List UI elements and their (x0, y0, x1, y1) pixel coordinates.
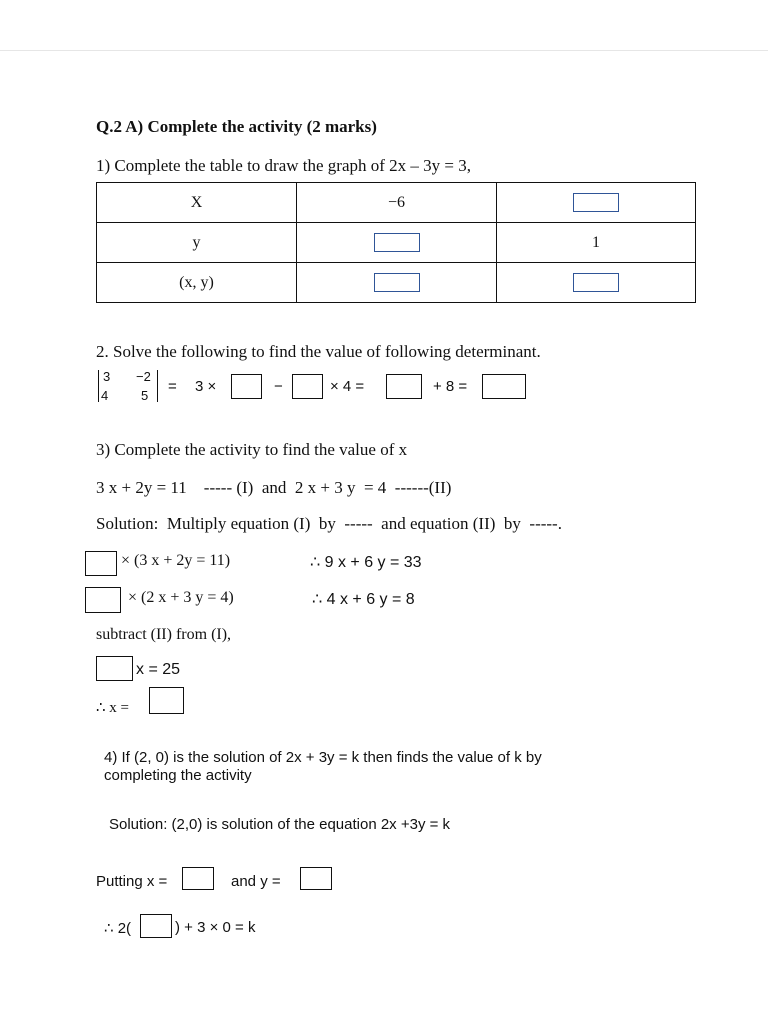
det-minus: − (274, 378, 283, 395)
q3-step1-right: ∴ 9 x + 6 y = 33 (310, 554, 422, 571)
q3-text: 3) Complete the activity to find the value of x (96, 440, 408, 459)
q3-equations: 3 x + 2y = 11 ----- (I) and 2 x + 3 y = 4 ------(II) (96, 478, 452, 497)
determinant-right-bar (157, 370, 158, 402)
q4-and-y: and y = (231, 873, 281, 890)
xy-blank-cell-1 (297, 263, 497, 303)
row-label-y: y (97, 223, 297, 263)
answer-box[interactable] (85, 551, 117, 576)
answer-box[interactable] (140, 914, 172, 938)
answer-box[interactable] (149, 687, 184, 714)
q4-text-line2: completing the activity (104, 767, 252, 784)
table-row (97, 223, 696, 263)
answer-box[interactable] (182, 867, 214, 890)
determinant-left-bar (98, 370, 99, 402)
q3-subtract: subtract (II) from (I), (96, 626, 232, 643)
q4-solution: Solution: (2,0) is solution of the equation 2x +3y = k (109, 816, 451, 833)
answer-box[interactable] (231, 374, 262, 399)
answer-box[interactable] (300, 867, 332, 890)
det-part1: 3 × (195, 378, 217, 395)
xy-blank-cell-2 (497, 263, 696, 303)
matrix-a: 3 (103, 369, 111, 384)
q4-putting-x: Putting x = (96, 873, 168, 890)
q2-text: 2. Solve the following to find the value of following determinant. (96, 342, 541, 361)
table-row (97, 263, 696, 303)
answer-box[interactable] (573, 273, 619, 292)
q1-text: 1) Complete the table to draw the graph of 2x – 3y = 3, (96, 156, 471, 175)
q4-final-suffix: ) + 3 × 0 = k (175, 919, 256, 936)
x-value-cell: −6 (297, 183, 497, 223)
matrix-d: 5 (141, 388, 149, 403)
answer-box[interactable] (482, 374, 526, 399)
q3-step3: x = 25 (136, 661, 181, 678)
q3-step2-left: × (2 x + 3 y = 4) (128, 589, 234, 606)
page-heading: Q.2 A) Complete the activity (2 marks) (96, 117, 377, 136)
answer-box[interactable] (292, 374, 323, 399)
answer-box[interactable] (96, 656, 133, 681)
answer-box[interactable] (85, 587, 121, 613)
q3-step2-right: ∴ 4 x + 6 y = 8 (312, 591, 415, 608)
x-blank-cell (497, 183, 696, 223)
q3-step4: ∴ x = (96, 700, 130, 716)
q3-solution: Solution: Multiply equation (I) by ----- and equation (II) by -----. (96, 514, 562, 533)
y-value-cell: 1 (497, 223, 696, 263)
answer-box[interactable] (374, 233, 420, 252)
answer-box[interactable] (386, 374, 422, 399)
q4-final-prefix: ∴ 2( (104, 920, 132, 937)
matrix-c: 4 (101, 388, 109, 403)
top-divider (0, 50, 768, 51)
det-part3: + 8 = (433, 378, 468, 395)
answer-box[interactable] (374, 273, 420, 292)
det-part2: × 4 = (330, 378, 365, 395)
determinant (96, 369, 166, 405)
det-equals: = (168, 378, 177, 395)
q1-table (96, 182, 696, 303)
q4-text-line1: 4) If (2, 0) is the solution of 2x + 3y = k then finds the value of k by (104, 749, 542, 766)
row-label-xy: (x, y) (97, 263, 297, 303)
q3-step1-left: × (3 x + 2y = 11) (121, 552, 231, 569)
row-label-x: X (97, 183, 297, 223)
table-row (97, 183, 696, 223)
answer-box[interactable] (573, 193, 619, 212)
y-blank-cell (297, 223, 497, 263)
matrix-b: −2 (136, 369, 151, 384)
